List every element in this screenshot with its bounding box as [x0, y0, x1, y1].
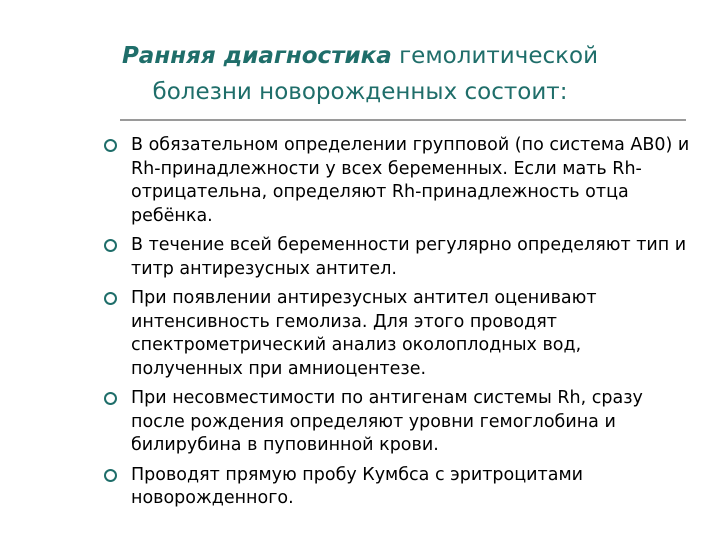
bullet-text: При появлении антирезусных антител оценивают интенсивность гемолиза. Для этого проводят спектрометрический анализ околоплодных вод, полученных при амниоцентезе.: [131, 288, 597, 379]
title-divider: [120, 119, 686, 121]
list-item: [104, 464, 694, 511]
circle-bullet-icon: [104, 469, 117, 482]
circle-bullet-icon: [104, 139, 117, 152]
circle-bullet-icon: [104, 239, 117, 252]
circle-bullet-icon: [104, 392, 117, 405]
circle-bullet-icon: [104, 292, 117, 305]
list-item: [104, 234, 694, 281]
bullet-text: В течение всей беременности регулярно определяют тип и титр антирезусных антител.: [131, 235, 687, 279]
list-item: [104, 387, 694, 458]
title-line2: болезни новорожденных состоит:: [152, 79, 568, 105]
title-rest: гемолитической: [391, 43, 599, 69]
list-item: [104, 134, 694, 228]
bullet-text: В обязательном определении групповой (по система АВ0) и Rh-принадлежности у всех беременных. Если мать Rh-отрицательна, определяют Rh-принадлежность отца ребёнка.: [131, 135, 690, 226]
list-item: [104, 287, 694, 381]
slide-title: [40, 38, 680, 110]
bullet-text: Проводят прямую пробу Кумбса с эритроцитами новорожденного.: [131, 464, 584, 508]
bullet-list: [104, 134, 694, 517]
title-emphasis: Ранняя диагностика: [121, 43, 392, 69]
bullet-text: При несовместимости по антигенам системы Rh, сразу после рождения определяют уровни гемоглобина и билирубина в пуповинной крови.: [131, 388, 643, 455]
